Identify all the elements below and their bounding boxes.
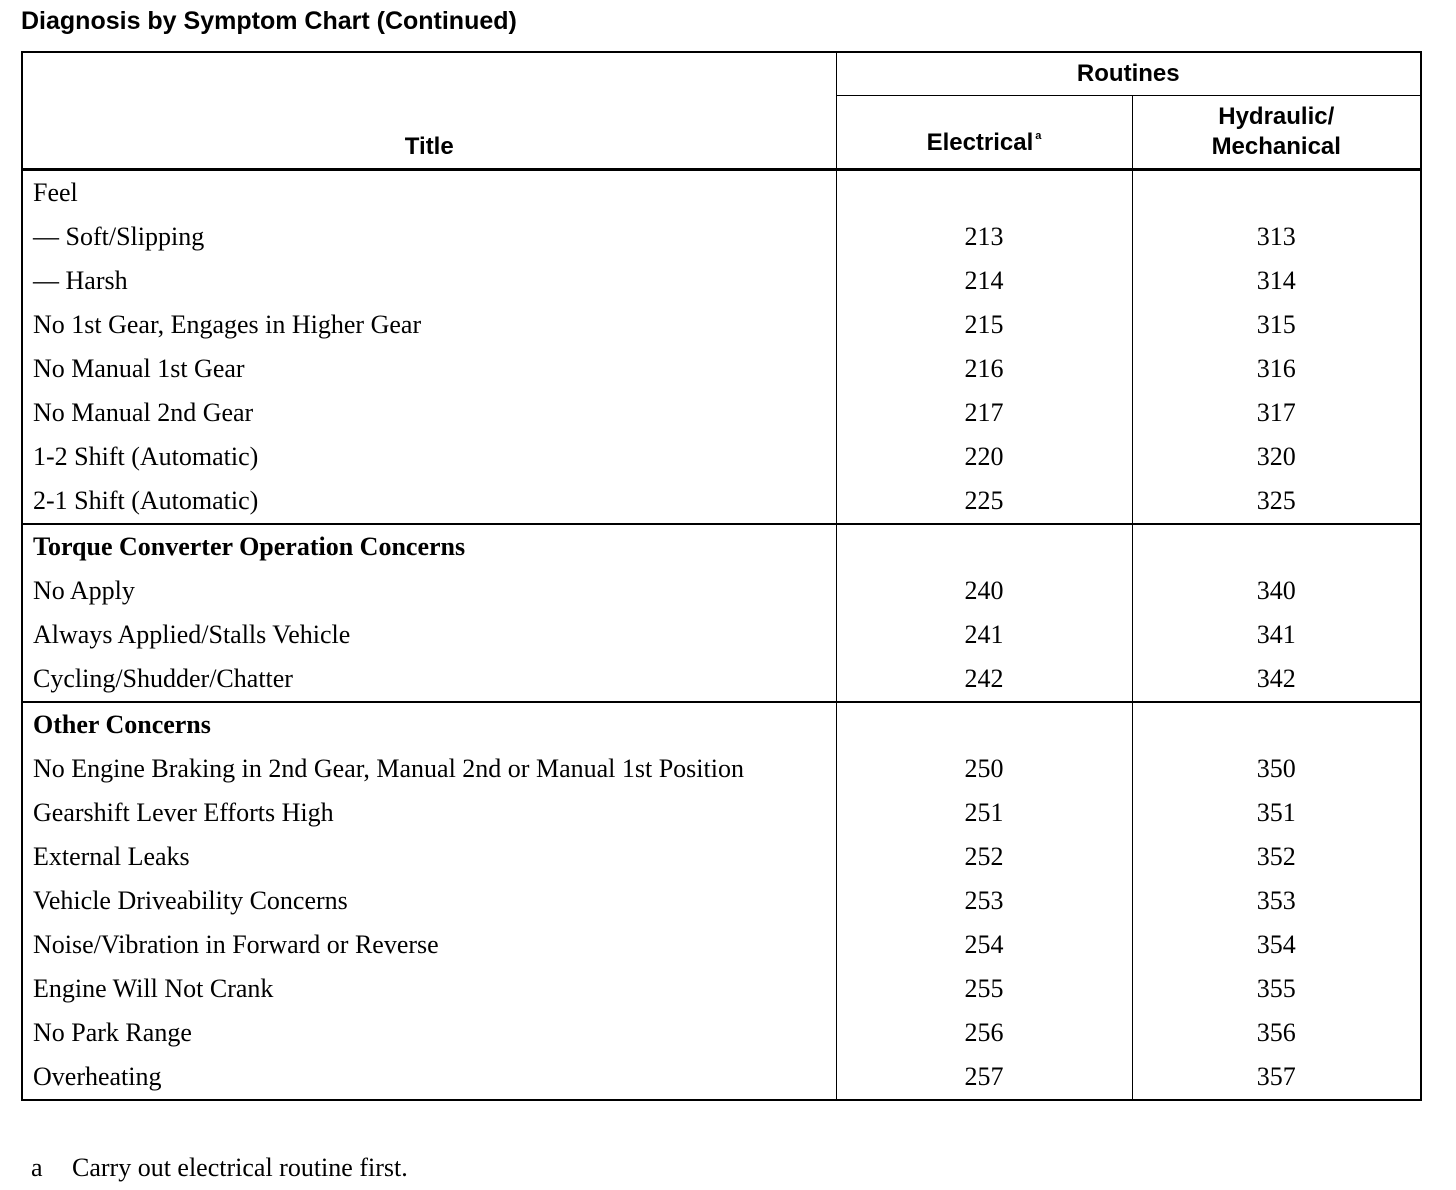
section-heading-electrical-cell: [836, 702, 1132, 747]
row-title: 2-1 Shift (Automatic): [22, 479, 836, 524]
hydraulic-routine-number: 355: [1132, 967, 1421, 1011]
footnote-reference: a: [1035, 130, 1042, 142]
electrical-routine-number: 242: [836, 657, 1132, 702]
hydraulic-routine-number: 313: [1132, 215, 1421, 259]
section-heading-row: [22, 702, 1421, 747]
column-header-electrical-label: Electrical: [926, 129, 1034, 156]
hydraulic-routine-number: 350: [1132, 747, 1421, 791]
row-title: Gearshift Lever Efforts High: [22, 791, 836, 835]
row-title: No 1st Gear, Engages in Higher Gear: [22, 303, 836, 347]
table-row: [22, 391, 1421, 435]
table-row: [22, 923, 1421, 967]
table-row: [22, 259, 1421, 303]
row-title: Always Applied/Stalls Vehicle: [22, 613, 836, 657]
electrical-routine-number: 225: [836, 479, 1132, 524]
table-row: [22, 479, 1421, 524]
electrical-routine-number: 251: [836, 791, 1132, 835]
section-heading-hydraulic-cell: [1132, 702, 1421, 747]
row-title: Vehicle Driveability Concerns: [22, 879, 836, 923]
row-title: No Engine Braking in 2nd Gear, Manual 2nd or Manual 1st Position: [22, 747, 836, 791]
row-title: No Apply: [22, 569, 836, 613]
table-row: [22, 613, 1421, 657]
column-header-hydraulic-line1: Hydraulic/: [1218, 103, 1335, 130]
row-title: No Park Range: [22, 1011, 836, 1055]
table-body: [22, 170, 1421, 1101]
table-row: [22, 303, 1421, 347]
row-title: — Harsh: [22, 259, 836, 303]
hydraulic-routine-number: 314: [1132, 259, 1421, 303]
column-header-title: [22, 52, 836, 170]
diagnosis-table: [21, 51, 1422, 1101]
electrical-routine-number: 220: [836, 435, 1132, 479]
electrical-routine-number: 253: [836, 879, 1132, 923]
section-heading: Torque Converter Operation Concerns: [22, 524, 836, 569]
table-row: [22, 747, 1421, 791]
section-heading-electrical-cell: [836, 170, 1132, 216]
table-row: [22, 791, 1421, 835]
hydraulic-routine-number: 353: [1132, 879, 1421, 923]
electrical-routine-number: 254: [836, 923, 1132, 967]
section-heading-row: [22, 524, 1421, 569]
table-header: [22, 52, 1421, 170]
section-heading-hydraulic-cell: [1132, 170, 1421, 216]
hydraulic-routine-number: 325: [1132, 479, 1421, 524]
section-heading-row: [22, 170, 1421, 216]
column-group-routines: Routines: [836, 52, 1421, 96]
electrical-routine-number: 213: [836, 215, 1132, 259]
section-heading: Feel: [22, 170, 836, 216]
electrical-routine-number: 216: [836, 347, 1132, 391]
hydraulic-routine-number: 341: [1132, 613, 1421, 657]
row-title: External Leaks: [22, 835, 836, 879]
electrical-routine-number: 256: [836, 1011, 1132, 1055]
table-row: [22, 1055, 1421, 1100]
electrical-routine-number: 252: [836, 835, 1132, 879]
column-header-hydraulic-mechanical: [1132, 96, 1421, 170]
hydraulic-routine-number: 317: [1132, 391, 1421, 435]
row-title: No Manual 2nd Gear: [22, 391, 836, 435]
hydraulic-routine-number: 357: [1132, 1055, 1421, 1100]
electrical-routine-number: 215: [836, 303, 1132, 347]
table-row: [22, 967, 1421, 1011]
table-row: [22, 435, 1421, 479]
row-title: Cycling/Shudder/Chatter: [22, 657, 836, 702]
hydraulic-routine-number: 315: [1132, 303, 1421, 347]
electrical-routine-number: 214: [836, 259, 1132, 303]
footnote-mark: a: [31, 1153, 43, 1182]
electrical-routine-number: 240: [836, 569, 1132, 613]
section-heading-hydraulic-cell: [1132, 524, 1421, 569]
hydraulic-routine-number: 354: [1132, 923, 1421, 967]
column-header-electrical: [836, 96, 1132, 170]
hydraulic-routine-number: 351: [1132, 791, 1421, 835]
hydraulic-routine-number: 352: [1132, 835, 1421, 879]
hydraulic-routine-number: 356: [1132, 1011, 1421, 1055]
section-heading-electrical-cell: [836, 524, 1132, 569]
hydraulic-routine-number: 316: [1132, 347, 1421, 391]
section-heading: Other Concerns: [22, 702, 836, 747]
row-title: 1-2 Shift (Automatic): [22, 435, 836, 479]
electrical-routine-number: 241: [836, 613, 1132, 657]
electrical-routine-number: 257: [836, 1055, 1132, 1100]
table-row: [22, 657, 1421, 702]
row-title: Noise/Vibration in Forward or Reverse: [22, 923, 836, 967]
table-row: [22, 347, 1421, 391]
column-header-title-label: Title: [404, 133, 454, 160]
table-row: [22, 215, 1421, 259]
page-title: Diagnosis by Symptom Chart (Continued): [21, 7, 517, 35]
electrical-routine-number: 217: [836, 391, 1132, 435]
row-title: Overheating: [22, 1055, 836, 1100]
footnote: [31, 1152, 408, 1184]
table-row: [22, 569, 1421, 613]
row-title: — Soft/Slipping: [22, 215, 836, 259]
hydraulic-routine-number: 342: [1132, 657, 1421, 702]
electrical-routine-number: 250: [836, 747, 1132, 791]
footnote-text: Carry out electrical routine first.: [72, 1153, 408, 1182]
hydraulic-routine-number: 320: [1132, 435, 1421, 479]
electrical-routine-number: 255: [836, 967, 1132, 1011]
column-header-hydraulic-line2: Mechanical: [1211, 133, 1341, 160]
hydraulic-routine-number: 340: [1132, 569, 1421, 613]
row-title: No Manual 1st Gear: [22, 347, 836, 391]
table-row: [22, 879, 1421, 923]
table-row: [22, 1011, 1421, 1055]
table-row: [22, 835, 1421, 879]
row-title: Engine Will Not Crank: [22, 967, 836, 1011]
